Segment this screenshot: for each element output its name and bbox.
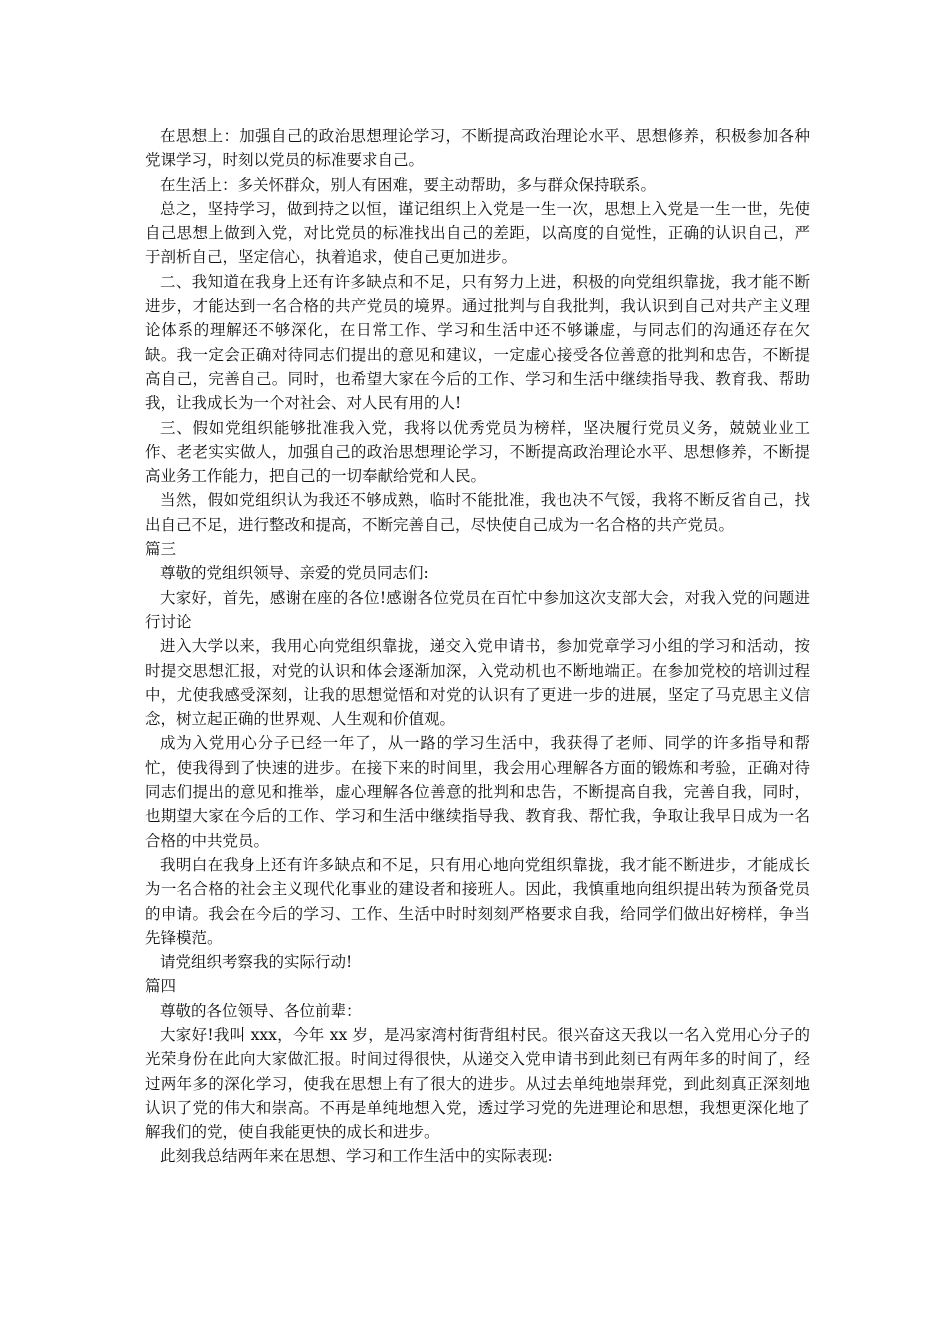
paragraph-activist-year: 成为入党用心分子已经一年了，从一路的学习生活中，我获得了老师、同学的许多指导和帮忙，使我得到了快速的进步。在接下来的时间里，我会用心理解各方面的锻炼和考验，正确对待同志们提出的意见和推举，虚心理解各位善意的批判和忠告，不断提高自我，完善自我，同时，也期望大家在今后的工作、学习和生活中继续指导我、教育我、帮忙我，争取让我早日成为一名合格的中共党员。 <box>145 734 810 850</box>
paragraph-point-three: 三、假如党组织能够批准我入党，我将以优秀党员为榜样，坚决履行党员义务，兢兢业业工作、老老实实做人，加强自己的政治思想理论学习，不断提高政治理论水平、思想修养，不断提高业务工作能力，把自己的一切奉献给党和人民。 <box>145 418 810 486</box>
document-body <box>145 124 810 1169</box>
paragraph-summary: 总之，坚持学习，做到持之以恒，谨记组织上入党是一生一次，思想上入党是一生一世，先使自己思想上做到入党，对比党员的标准找出自己的差距，以高度的自觉性，正确的认识自己，严于剖析自己，坚定信心，执着追求，使自己更加进步。 <box>145 199 810 267</box>
paragraph-introduction: 大家好!我叫 xxx，今年 xx 岁，是冯家湾村街背组村民。很兴奋这天我以一名入党用心分子的光荣身份在此向大家做汇报。时间过得很快，从递交入党申请书到此刻已有两年多的时间了，经过两年多的深化学习，使我在思想上有了很大的进步。从过去单纯地崇拜党，到此刻真正深刻地认识了党的伟大和崇高。不再是单纯地想入党，透过学习党的先进理论和思想，我想更深化地了解我们的党，使自我能更快的成长和进步。 <box>145 1025 810 1142</box>
paragraph-of-course: 当然，假如党组织认为我还不够成熟，临时不能批准，我也决不气馁，我将不断反省自己，找出自己不足，进行整改和提高，不断完善自己，尽快使自己成为一名合格的共产党员。 <box>145 491 810 534</box>
paragraph-summary-intro: 此刻我总结两年来在思想、学习和工作生活中的实际表现: <box>160 1147 553 1166</box>
paragraph-request: 请党组织考察我的实际行动! <box>160 953 353 972</box>
salutation-part-three: 尊敬的党组织领导、亲爱的党员同志们: <box>160 564 429 583</box>
section-heading-part-four: 篇四 <box>145 977 177 996</box>
paragraph-greeting: 大家好，首先，感谢在座的各位!感谢各位党员在百忙中参加这次支部大会，对我入党的问题进行讨论 <box>145 588 810 631</box>
paragraph-point-two: 二、我知道在我身上还有许多缺点和不足，只有努力上进，积极的向党组织靠拢，我才能不断进步，才能达到一名合格的共产党员的境界。通过批判与自我批判，我认识到自己对共产主义理论体系的理解还不够深化，在日常工作、学习和生活中还不够谦虚，与同志们的沟通还存在欠缺。我一定会正确对待同志们提出的意见和建议，一定虚心接受各位善意的批判和忠告，不断提高自己，完善自己。同时，也希望大家在今后的工作、学习和生活中继续指导我、教育我、帮助我，让我成长为一个对社会、对人民有用的人! <box>145 272 810 413</box>
paragraph-life: 在生活上：多关怀群众，别人有困难，要主动帮助，多与群众保持联系。 <box>160 175 657 194</box>
salutation-part-four: 尊敬的各位领导、各位前辈： <box>160 1001 362 1020</box>
section-heading-part-three: 篇三 <box>145 540 177 559</box>
paragraph-ideology: 在思想上：加强自己的政治思想理论学习，不断提高政治理论水平、思想修养，积极参加各种党课学习，时刻以党员的标准要求自己。 <box>145 127 810 170</box>
paragraph-university: 进入大学以来，我用心向党组织靠拢，递交入党申请书，参加党章学习小组的学习和活动，按时提交思想汇报，对党的认识和体会逐渐加深，入党动机也不断地端正。在参加党校的培训过程中，尤使我感受深刻，让我的思想觉悟和对党的认识有了更进一步的进展，坚定了马克思主义信念，树立起正确的世界观、人生观和价值观。 <box>145 637 810 729</box>
paragraph-shortcomings: 我明白在我身上还有许多缺点和不足，只有用心地向党组织靠拢，我才能不断进步，才能成长为一名合格的社会主义现代化事业的建设者和接班人。因此，我慎重地向组织提出转为预备党员的申请。我会在今后的学习、工作、生活中时时刻刻严格要求自我，给同学们做出好榜样，争当先锋模范。 <box>145 855 810 947</box>
